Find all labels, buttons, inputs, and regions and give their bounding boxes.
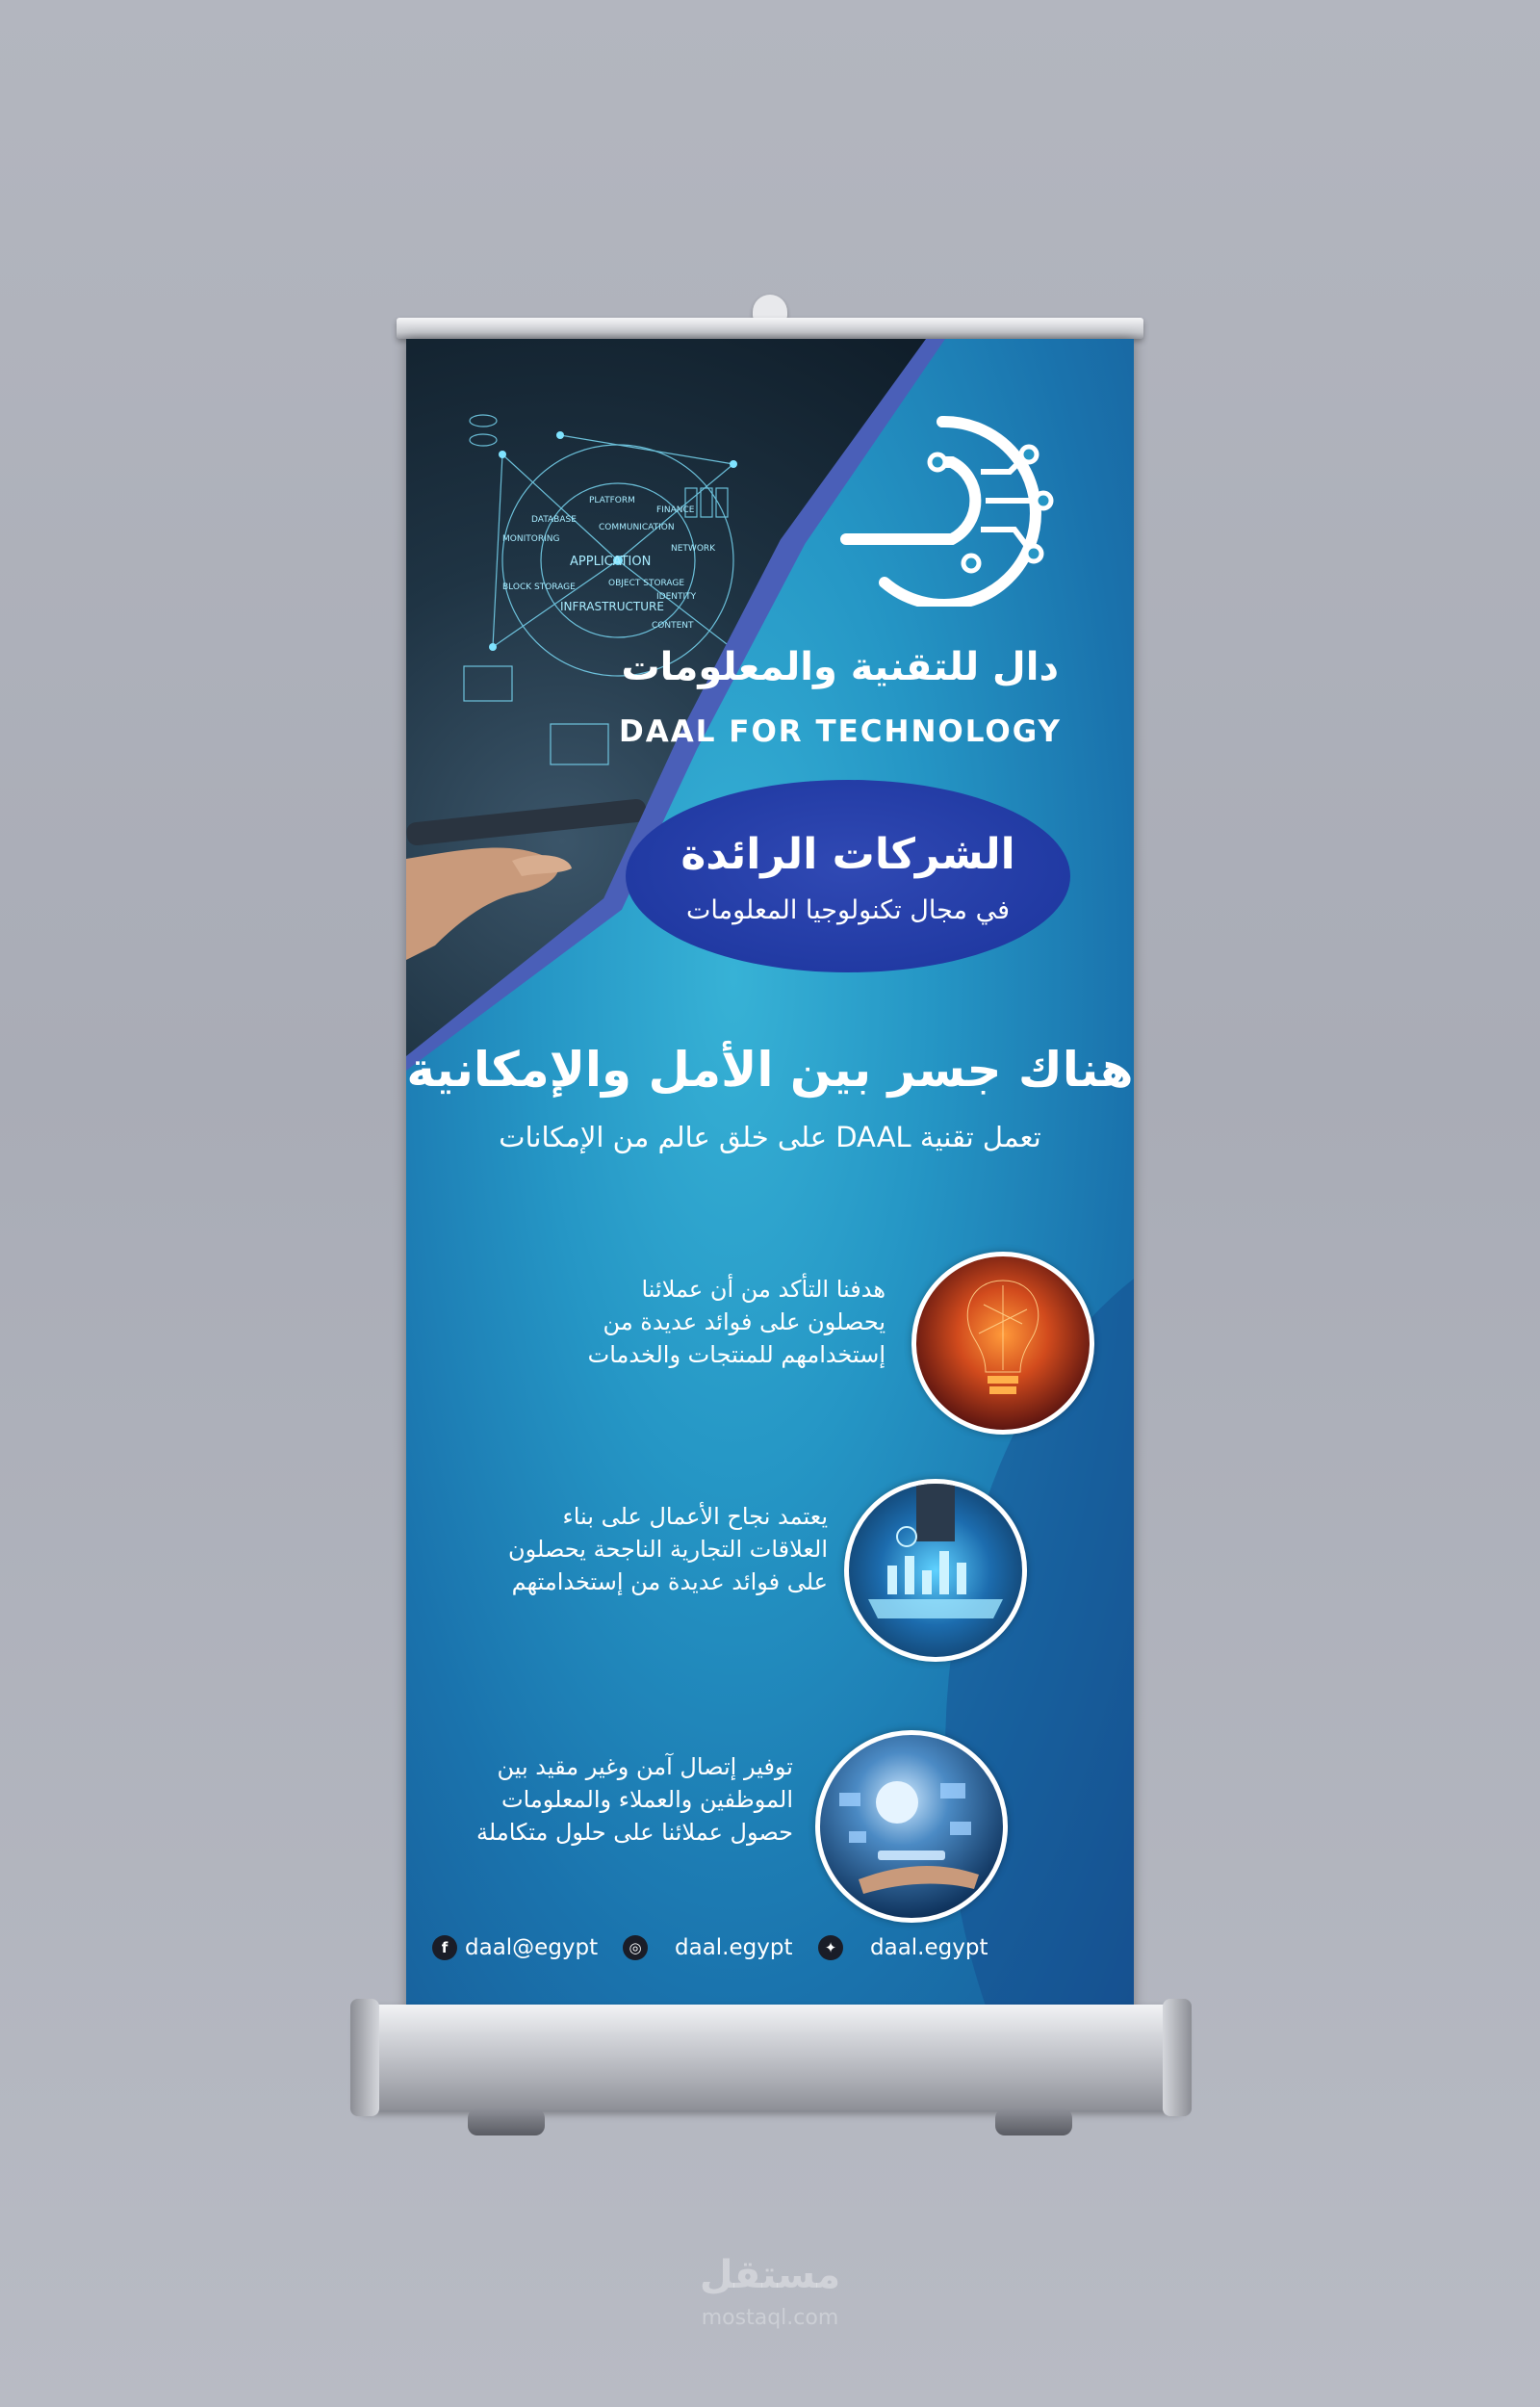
tagline-oval: [626, 780, 1070, 972]
facebook-handle[interactable]: daal@egypt: [465, 1935, 599, 1960]
sub-headline: تعمل تقنية DAAL على خلق عالم من الإمكانات: [499, 1121, 1041, 1153]
feature-3-line-2: الموظفين والعملاء والمعلومات: [500, 1786, 793, 1813]
hud-label: MONITORING: [502, 534, 560, 544]
base-foot-right: [995, 2109, 1072, 2135]
feature-2-line-2: العلاقات التجارية الناجحة يحصلون: [508, 1536, 828, 1563]
feature-1-line-2: يحصلون على فوائد عديدة من: [603, 1308, 886, 1335]
feature-2-line-3: على فوائد عديدة من إستخدامتهم: [511, 1568, 828, 1595]
hud-label: PLATFORM: [589, 496, 635, 505]
feature-text-1: [588, 1273, 886, 1371]
watermark-logo: مستقل: [699, 2253, 841, 2297]
base-end-cap-left: [350, 1999, 379, 2116]
business-tablet-image: [844, 1479, 1027, 1662]
hud-label: INFRASTRUCTURE: [560, 600, 664, 613]
hanging-hook: [753, 295, 787, 320]
brand-name-english: DAAL FOR TECHNOLOGY: [619, 714, 1062, 749]
twitter-icon: ✦: [818, 1935, 843, 1960]
daal-logo-icon: [836, 404, 1096, 607]
watermark-url: mostaql.com: [701, 2306, 839, 2330]
feature-1-line-3: إستخدامهم للمنتجات والخدمات: [587, 1341, 886, 1368]
tagline-title: الشركات الرائدة: [680, 830, 1015, 879]
feature-text-2: [508, 1500, 828, 1598]
social-facebook[interactable]: [432, 1935, 598, 1960]
hud-label: FINANCE: [656, 505, 695, 515]
feature-text-3: [476, 1750, 793, 1849]
hud-label: OBJECT STORAGE: [608, 579, 685, 588]
feature-2-line-1: يعتمد نجاح الأعمال على بناء: [562, 1503, 828, 1530]
hud-label: DATABASE: [531, 515, 577, 525]
hud-label: IDENTITY: [656, 592, 697, 602]
globe-hand-image: [815, 1730, 1008, 1923]
hud-label: NETWORK: [671, 544, 716, 554]
feature-1-line-1: هدفنا التأكد من أن عملائنا: [641, 1276, 886, 1303]
hud-label: COMMUNICATION: [599, 523, 675, 532]
base-end-cap-right: [1163, 1999, 1192, 2116]
hud-label: APPLICATION: [570, 555, 652, 569]
tagline-subtitle: في مجال تكنولوجيا المعلومات: [685, 895, 1010, 925]
feature-3-line-3: حصول عملائنا على حلول متكاملة: [476, 1819, 793, 1846]
lightbulb-image: [911, 1252, 1094, 1435]
main-headline: هناك جسر بين الأمل والإمكانية: [406, 1042, 1134, 1098]
facebook-icon: f: [432, 1935, 457, 1960]
social-instagram[interactable]: [623, 1935, 792, 1960]
base-foot-left: [468, 2109, 545, 2135]
hud-label: BLOCK STORAGE: [502, 582, 576, 592]
hud-label: CONTENT: [652, 621, 694, 631]
banner-base: [356, 2005, 1186, 2110]
twitter-handle[interactable]: daal.egypt: [870, 1935, 988, 1960]
rollup-banner: [406, 339, 1134, 2014]
top-rail: [397, 318, 1143, 339]
feature-3-line-1: توفير إتصال آمن وغير مقيد بين: [497, 1753, 793, 1780]
instagram-icon: ◎: [623, 1935, 648, 1960]
instagram-handle[interactable]: daal.egypt: [675, 1935, 793, 1960]
social-twitter[interactable]: [818, 1935, 988, 1960]
brand-name-arabic: دال للتقنية والمعلومات: [621, 645, 1059, 689]
